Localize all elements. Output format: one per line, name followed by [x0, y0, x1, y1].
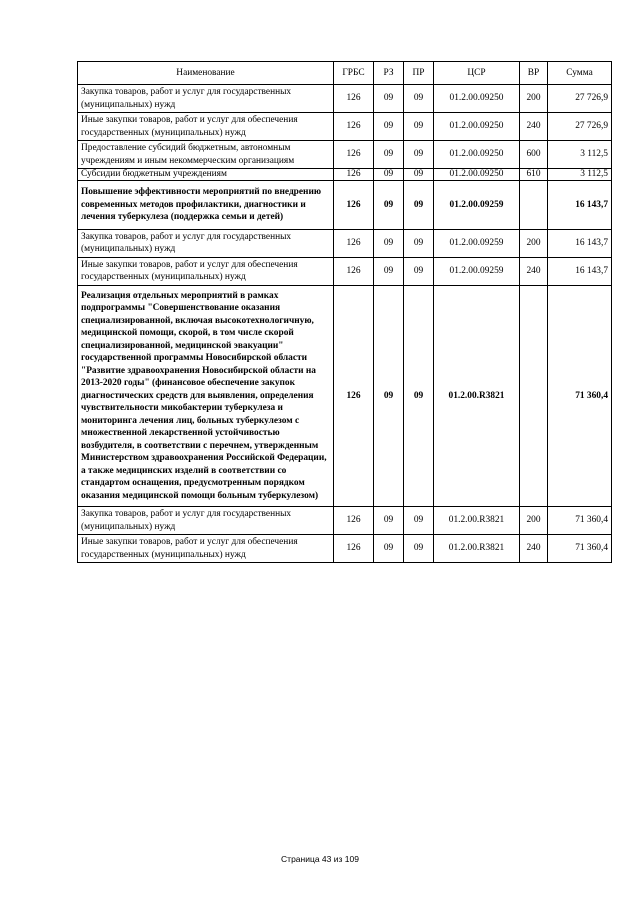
row-name: Субсидии бюджетным учреждениям — [78, 169, 334, 181]
row-rz: 09 — [374, 285, 404, 507]
row-pr: 09 — [404, 85, 434, 113]
row-rz: 09 — [374, 507, 404, 535]
row-csr: 01.2.00.09259 — [434, 181, 520, 230]
row-csr: 01.2.00.09250 — [434, 169, 520, 181]
header-row — [78, 62, 612, 85]
row-grbs: 126 — [334, 181, 374, 230]
row-pr: 09 — [404, 535, 434, 563]
header-csr: ЦСР — [434, 62, 520, 85]
row-sum: 3 112,5 — [548, 141, 612, 169]
header-name: Наименование — [78, 62, 334, 85]
row-sum: 16 143,7 — [548, 229, 612, 257]
header-sum: Сумма — [548, 62, 612, 85]
row-pr: 09 — [404, 141, 434, 169]
row-grbs: 126 — [334, 141, 374, 169]
row-grbs: 126 — [334, 113, 374, 141]
row-rz: 09 — [374, 85, 404, 113]
row-csr: 01.2.00.R3821 — [434, 285, 520, 507]
table-row — [78, 85, 612, 113]
row-pr: 09 — [404, 169, 434, 181]
header-pr: ПР — [404, 62, 434, 85]
header-rz: РЗ — [374, 62, 404, 85]
row-sum: 3 112,5 — [548, 169, 612, 181]
row-grbs: 126 — [334, 169, 374, 181]
row-name: Иные закупки товаров, работ и услуг для обеспечения государственных (муниципальных) нужд — [78, 535, 334, 563]
row-sum: 71 360,4 — [548, 535, 612, 563]
row-grbs: 126 — [334, 257, 374, 285]
row-name: Повышение эффективности мероприятий по внедрению современных методов профилактики, диагностики и лечения туберкулеза (поддержка семьи и детей) — [78, 181, 334, 230]
table-row — [78, 169, 612, 181]
row-pr: 09 — [404, 285, 434, 507]
row-vr: 240 — [520, 535, 548, 563]
row-pr: 09 — [404, 113, 434, 141]
table-row — [78, 229, 612, 257]
row-grbs: 126 — [334, 535, 374, 563]
table-row — [78, 113, 612, 141]
table-row — [78, 257, 612, 285]
row-vr — [520, 181, 548, 230]
row-name: Закупка товаров, работ и услуг для государственных (муниципальных) нужд — [78, 229, 334, 257]
row-vr: 200 — [520, 229, 548, 257]
row-rz: 09 — [374, 229, 404, 257]
row-csr: 01.2.00.09250 — [434, 141, 520, 169]
row-name: Закупка товаров, работ и услуг для государственных (муниципальных) нужд — [78, 507, 334, 535]
row-csr: 01.2.00.09259 — [434, 229, 520, 257]
row-csr: 01.2.00.09250 — [434, 113, 520, 141]
table-body — [78, 85, 612, 563]
row-sum: 27 726,9 — [548, 113, 612, 141]
row-rz: 09 — [374, 535, 404, 563]
row-sum: 71 360,4 — [548, 507, 612, 535]
row-name: Иные закупки товаров, работ и услуг для обеспечения государственных (муниципальных) нужд — [78, 257, 334, 285]
row-vr: 200 — [520, 85, 548, 113]
row-csr: 01.2.00.09259 — [434, 257, 520, 285]
table-row-section — [78, 181, 612, 230]
table-row — [78, 507, 612, 535]
row-sum: 71 360,4 — [548, 285, 612, 507]
row-vr: 610 — [520, 169, 548, 181]
row-pr: 09 — [404, 181, 434, 230]
row-rz: 09 — [374, 169, 404, 181]
table-header — [78, 62, 612, 85]
table-row — [78, 535, 612, 563]
row-name: Предоставление субсидий бюджетным, автономным учреждениям и иным некоммерческим организациям — [78, 141, 334, 169]
row-csr: 01.2.00.R3821 — [434, 535, 520, 563]
row-vr: 240 — [520, 257, 548, 285]
budget-table — [77, 61, 612, 563]
row-grbs: 126 — [334, 85, 374, 113]
row-grbs: 126 — [334, 285, 374, 507]
row-grbs: 126 — [334, 507, 374, 535]
row-rz: 09 — [374, 141, 404, 169]
table-row — [78, 141, 612, 169]
row-pr: 09 — [404, 507, 434, 535]
row-name: Закупка товаров, работ и услуг для государственных (муниципальных) нужд — [78, 85, 334, 113]
row-sum: 27 726,9 — [548, 85, 612, 113]
row-vr: 200 — [520, 507, 548, 535]
header-vr: ВР — [520, 62, 548, 85]
page-number: Страница 43 из 109 — [281, 854, 359, 864]
row-vr — [520, 285, 548, 507]
row-vr: 600 — [520, 141, 548, 169]
row-csr: 01.2.00.09250 — [434, 85, 520, 113]
row-sum: 16 143,7 — [548, 257, 612, 285]
row-sum: 16 143,7 — [548, 181, 612, 230]
row-name: Иные закупки товаров, работ и услуг для обеспечения государственных (муниципальных) нужд — [78, 113, 334, 141]
row-vr: 240 — [520, 113, 548, 141]
row-name: Реализация отдельных мероприятий в рамках подпрограммы "Совершенствование оказания специализированной, включая высокотехнологичную, медицинской помощи, скорой, в том числе скорой специализированной, медицинской эвакуации" государственной программы Новосибирской области "Развитие здравоохранения Новосибирской области на 2013-2020 годы" (финансовое обеспечение закупок диагностических средств для выявления, определения чувствительности микобактерии туберкулеза и мониторинга лечения лиц, больных туберкулезом с множественной лекарственной устойчивостью возбудителя, в соответствии с перечнем, утвержденным Министерством здравоохранения Российской Федерации, а также медицинских изделий в соответствии со стандартом оснащения, предусмотренным порядком оказания медицинской помощи больным туберкулезом) — [78, 285, 334, 507]
row-pr: 09 — [404, 229, 434, 257]
row-csr: 01.2.00.R3821 — [434, 507, 520, 535]
row-rz: 09 — [374, 257, 404, 285]
header-grbs: ГРБС — [334, 62, 374, 85]
row-pr: 09 — [404, 257, 434, 285]
row-rz: 09 — [374, 181, 404, 230]
row-grbs: 126 — [334, 229, 374, 257]
row-rz: 09 — [374, 113, 404, 141]
table-row-section — [78, 285, 612, 507]
